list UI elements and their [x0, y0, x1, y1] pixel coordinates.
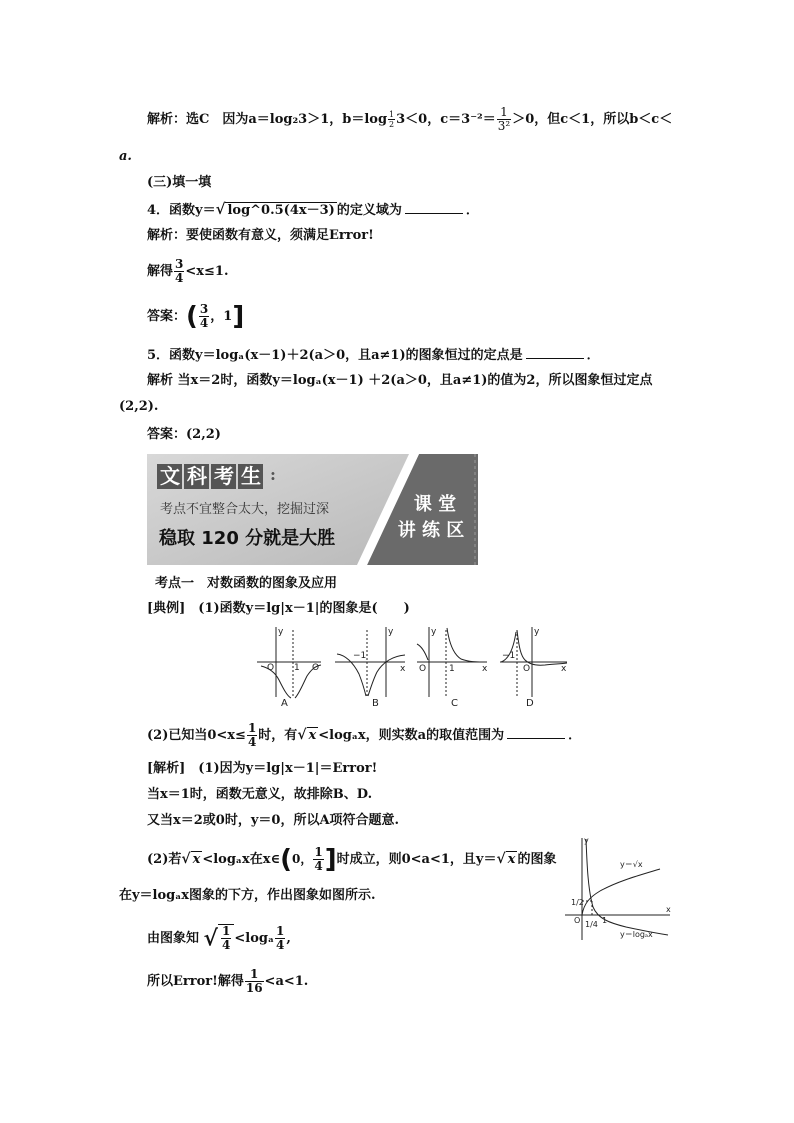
svg-text:x: x — [482, 664, 488, 674]
svg-text:1: 1 — [294, 663, 300, 673]
banner-right-2: 讲 练 区 — [397, 520, 465, 541]
svg-text:y: y — [431, 627, 437, 637]
graph-label-sqrt: y＝√x — [620, 860, 643, 869]
svg-text:O: O — [574, 916, 581, 925]
analysis-line-2: 当x＝1时，函数无意义，故排除B、D. — [147, 787, 373, 802]
svg-text:y: y — [534, 627, 540, 637]
solution-5-line-1: 解析 当x＝2时，函数y＝logₐ(x－1) ＋2(a＞0，且a≠1)的值为2，所以图象恒过定点 — [147, 373, 653, 388]
banner-title: 文科考生 — [160, 464, 268, 488]
svg-text:1/2: 1/2 — [571, 898, 584, 907]
option-B-label: B — [372, 698, 379, 709]
log-sqrt-graph — [560, 835, 675, 945]
solution-3-line: 解析：选C 因为a＝log₂3＞1，b＝log $\frac{1}{2}$ 3＜0，c＝3⁻²＝ $\frac{1}{\text{3²}}$ ＞0，但c＜1，所以b＜c＜ — [147, 105, 673, 133]
example-part-2: (2)已知当0<x≤ $\frac{1}{4}$ 时，有√ x <logₐx，则实数a的取值范围为 ． — [147, 721, 582, 749]
analysis-line-6: 由图象知 √ $\frac{1}{4}$ <logₐ $\frac{1}{4}$ , — [147, 924, 291, 952]
graph-labels — [267, 627, 567, 709]
solution-4-line-1: 解析：要使函数有意义，须满足Error! — [147, 228, 374, 243]
svg-text:O: O — [523, 664, 531, 674]
example-1: [典例] (1)函数y＝lg|x－1|的图象是( ) — [147, 601, 410, 616]
svg-text:O: O — [419, 664, 427, 674]
solution-3-line-2: a. — [119, 149, 132, 164]
option-graphs — [255, 622, 570, 710]
graph-C — [417, 627, 487, 697]
option-C-label: C — [451, 698, 458, 709]
banner-main: 稳取 120 分就是大胜 — [159, 528, 336, 549]
svg-text:−1: −1 — [502, 651, 516, 661]
answer-blank-4 — [405, 201, 463, 214]
section-heading-fill-in: (三)填一填 — [147, 175, 212, 190]
analysis-line-1: [解析] (1)因为y＝lg|x－1|＝Error! — [147, 761, 378, 776]
sqrt-expression: log^0.5(4x－3) — [227, 203, 335, 218]
question-5: 5．函数y＝logₐ(x－1)＋2(a＞0，且a≠1)的图象恒过的定点是 ． — [147, 348, 600, 363]
svg-text:x: x — [666, 905, 671, 914]
banner-subtitle: 考点不宜整合太大，挖掘过深 — [160, 502, 330, 517]
solution-3-text: 解析：选C 因为a＝log₂3＞1，b＝log — [147, 112, 388, 127]
graph-B — [335, 627, 405, 697]
topic-1-heading: 考点一 对数函数的图象及应用 — [155, 576, 338, 591]
svg-text:y: y — [584, 836, 589, 845]
graph-D — [500, 627, 567, 697]
svg-text:1/4: 1/4 — [585, 920, 598, 929]
svg-text:x: x — [400, 664, 406, 674]
answer-blank-example — [507, 726, 565, 739]
solution-4-line-2: 解得 $\frac{3}{4}$ <x≤1. — [147, 257, 229, 285]
liberal-arts-banner: 文科考生 : 考点不宜整合太大，挖掘过深 稳取 120 分就是大胜 课 堂 讲 练 区 — [147, 454, 478, 565]
banner-right-1: 课 堂 — [413, 494, 457, 515]
label-O-A: O — [267, 663, 275, 673]
analysis-line-5: 在y＝logₐx图象的下方，作出图象如图所示. — [119, 888, 376, 903]
answer-4: 答案：( $\frac{3}{4}$ ，1] — [147, 301, 245, 332]
option-D-label: D — [526, 698, 534, 709]
solution-5-line-2: (2,2). — [119, 399, 159, 414]
answer-blank-5 — [526, 346, 584, 359]
analysis-line-3: 又当x＝2或0时，y＝0，所以A项符合题意. — [147, 813, 400, 828]
svg-text:y: y — [388, 627, 394, 637]
svg-text:y: y — [278, 627, 284, 637]
answer-5: 答案：(2,2) — [147, 427, 221, 442]
question-4: 4．函数y＝√ log^0.5(4x－3) 的定义域为 ． — [147, 200, 479, 218]
log-base-fraction: $\frac{1}{2}$ — [389, 110, 395, 129]
svg-text:1: 1 — [602, 916, 608, 925]
svg-text:x: x — [561, 664, 567, 674]
graph-label-log: y＝logₐx — [620, 930, 653, 939]
analysis-line-4: (2)若√ x <logₐx在x∈(0， $\frac{1}{4}$ ]时成立，则0<a<1，且y＝√ x 的图象 — [147, 844, 557, 875]
svg-text:1: 1 — [449, 664, 455, 674]
option-A-label: A — [281, 698, 288, 709]
svg-text:−1: −1 — [353, 651, 367, 661]
analysis-line-7: 所以Error!解得 $\frac{1}{16}$ <a<1. — [147, 967, 309, 995]
fraction-one-over-nine: $\frac{1}{\text{3²}}$ — [497, 105, 511, 133]
svg-text:O: O — [312, 663, 320, 673]
